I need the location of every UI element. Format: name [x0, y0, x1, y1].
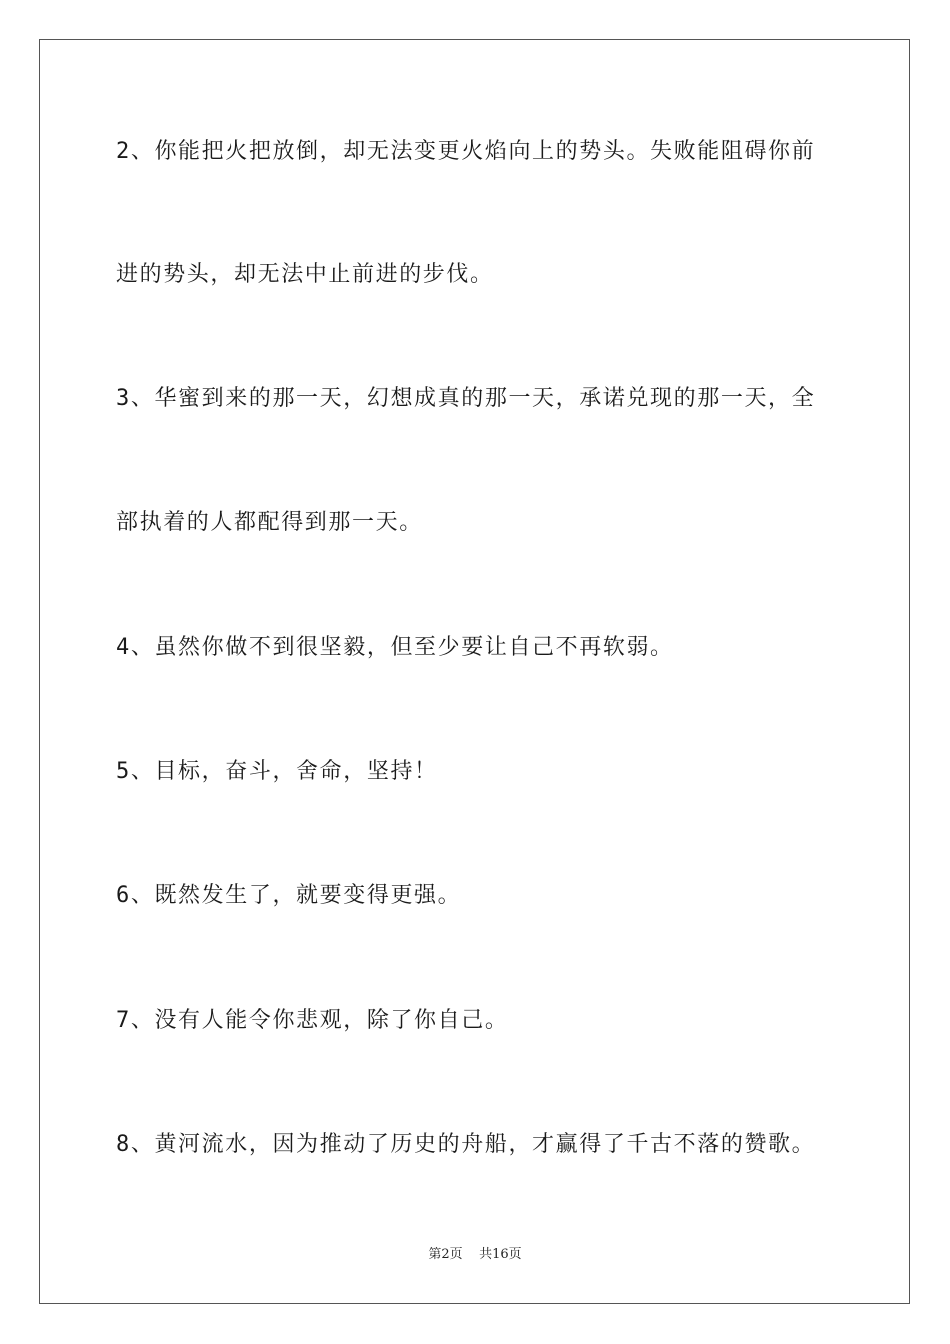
text-line-8: 7、没有人能令你悲观，除了你自己。	[116, 1008, 509, 1033]
text-line-5: 4、虽然你做不到很坚毅，但至少要让自己不再软弱。	[116, 635, 674, 660]
page-total: 共16页	[479, 1247, 522, 1262]
text-line-7: 6、既然发生了，就要变得更强。	[116, 883, 462, 908]
text-line-4: 部执着的人都配得到那一天。	[116, 510, 423, 535]
text-line-1: 2、你能把火把放倒，却无法变更火焰向上的势头。失败能阻碍你前	[116, 139, 816, 164]
page-footer	[0, 1246, 950, 1264]
text-line-3: 3、华蜜到来的那一天，幻想成真的那一天，承诺兑现的那一天，全	[116, 386, 816, 411]
page-number: 第2页	[428, 1247, 463, 1262]
text-line-2: 进的势头，却无法中止前进的步伐。	[116, 262, 494, 287]
text-line-9: 8、黄河流水，因为推动了历史的舟船，才赢得了千古不落的赞歌。	[116, 1132, 816, 1157]
text-line-6: 5、目标，奋斗，舍命，坚持！	[116, 759, 438, 784]
page-border	[39, 39, 910, 1304]
